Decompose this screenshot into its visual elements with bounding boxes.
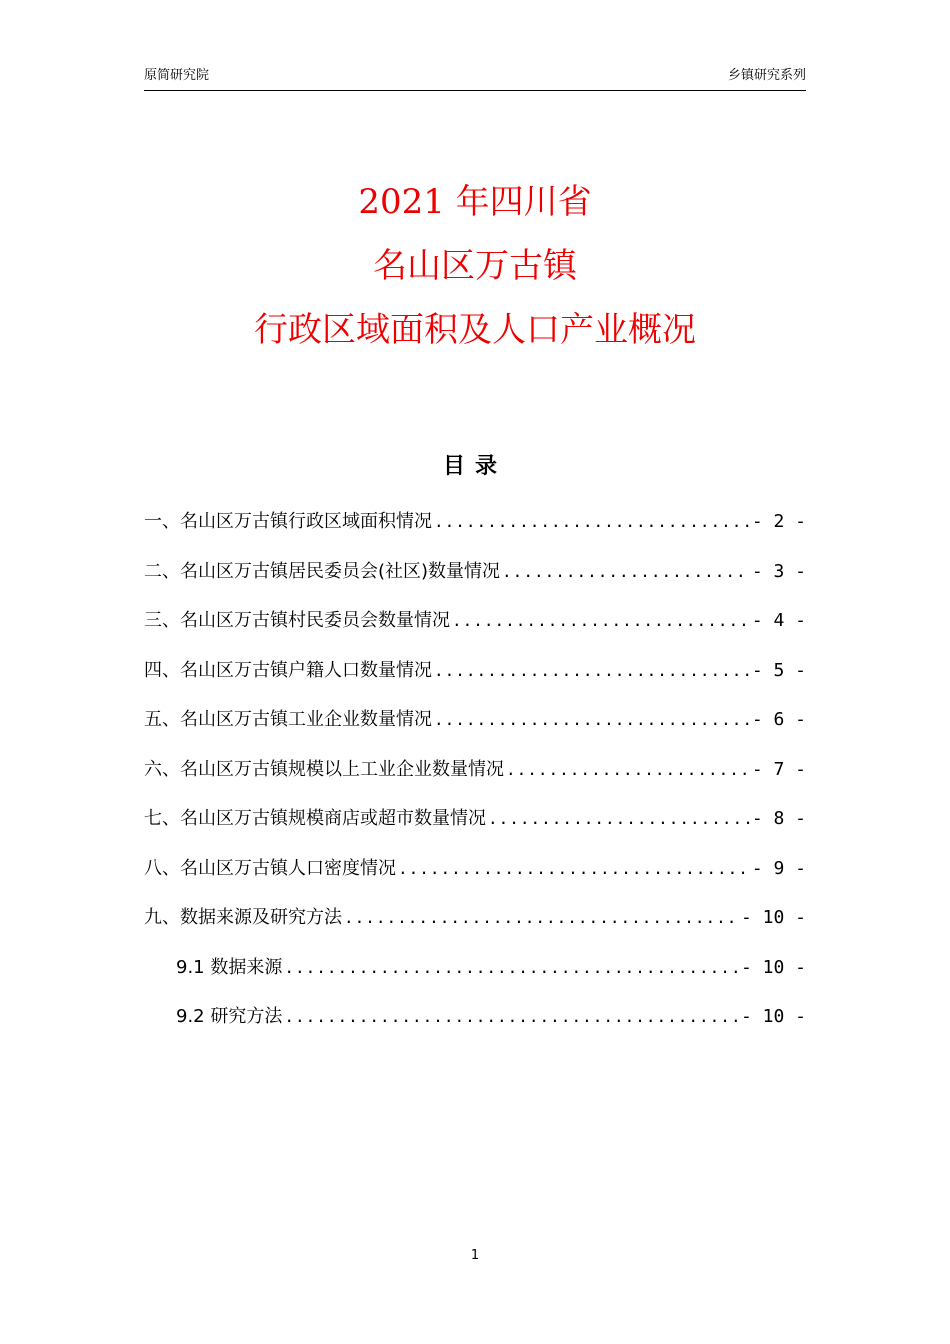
toc-leader-dots — [344, 898, 739, 938]
toc-leader-dots — [502, 552, 750, 592]
toc-entry-label: 9.2 研究方法 — [176, 1006, 283, 1027]
toc-leader-dots — [488, 799, 750, 839]
toc-entry-label: 九、数据来源及研究方法 — [144, 907, 342, 928]
page-header — [144, 68, 806, 91]
toc-leader-dots — [434, 700, 750, 740]
toc-entry-page: - 4 - — [751, 610, 806, 631]
toc-entry-page: - 3 - — [751, 560, 806, 582]
toc-entry-page: - 10 - — [740, 1006, 806, 1027]
toc-entry-label: 六、名山区万古镇规模以上工业企业数量情况 — [144, 758, 504, 780]
toc-entry-label: 八、名山区万古镇人口密度情况 — [144, 857, 396, 879]
toc-entry-label: 二、名山区万古镇居民委员会(社区)数量情况 — [144, 560, 501, 582]
toc-leader-dots — [284, 997, 739, 1037]
toc-entry-page: - 7 - — [751, 758, 806, 780]
toc-leader-dots — [506, 750, 750, 790]
toc-entry-page: - 2 - — [751, 511, 806, 532]
toc-entry-label: 五、名山区万古镇工业企业数量情况 — [144, 709, 432, 730]
toc-entry-9[interactable] — [144, 898, 806, 948]
toc-entry-4[interactable] — [144, 651, 806, 701]
toc-entry-page: - 9 - — [751, 857, 806, 879]
header-right-text: 乡镇研究系列 — [727, 68, 806, 83]
toc-leader-dots — [284, 948, 739, 988]
toc-entry-label: 三、名山区万古镇村民委员会数量情况 — [144, 610, 450, 631]
toc-leader-dots — [434, 651, 750, 691]
toc-entry-page: - 8 - — [751, 808, 806, 829]
toc-entry-page: - 10 - — [740, 907, 806, 928]
toc-leader-dots — [398, 849, 750, 889]
header-left-text: 原简研究院 — [144, 68, 210, 83]
toc-heading: 目录 — [442, 454, 507, 479]
toc-entry-2[interactable] — [144, 552, 806, 602]
toc-leader-dots — [434, 502, 750, 542]
toc-entry-label: 七、名山区万古镇规模商店或超市数量情况 — [144, 808, 486, 829]
table-of-contents — [144, 502, 806, 1047]
toc-entry-6[interactable] — [144, 750, 806, 800]
toc-entry-page: - 10 - — [740, 956, 806, 978]
title-line-3: 行政区域面积及人口产业概况 — [254, 310, 696, 350]
toc-entry-page: - 5 - — [751, 659, 806, 681]
toc-entry-label: 四、名山区万古镇户籍人口数量情况 — [144, 659, 432, 681]
toc-entry-label: 9.1 数据来源 — [176, 956, 283, 978]
toc-entry-page: - 6 - — [751, 709, 806, 730]
toc-entry-3[interactable] — [144, 601, 806, 651]
toc-entry-5[interactable] — [144, 700, 806, 750]
title-line-1: 2021 年四川省 — [358, 182, 592, 222]
toc-entry-9-2[interactable] — [144, 997, 806, 1047]
toc-entry-label: 一、名山区万古镇行政区域面积情况 — [144, 511, 432, 532]
toc-entry-8[interactable] — [144, 849, 806, 899]
toc-entry-1[interactable] — [144, 502, 806, 552]
page-number: 1 — [470, 1248, 480, 1263]
toc-leader-dots — [452, 601, 750, 641]
title-line-2: 名山区万古镇 — [373, 246, 577, 286]
toc-entry-7[interactable] — [144, 799, 806, 849]
toc-entry-9-1[interactable] — [144, 948, 806, 998]
